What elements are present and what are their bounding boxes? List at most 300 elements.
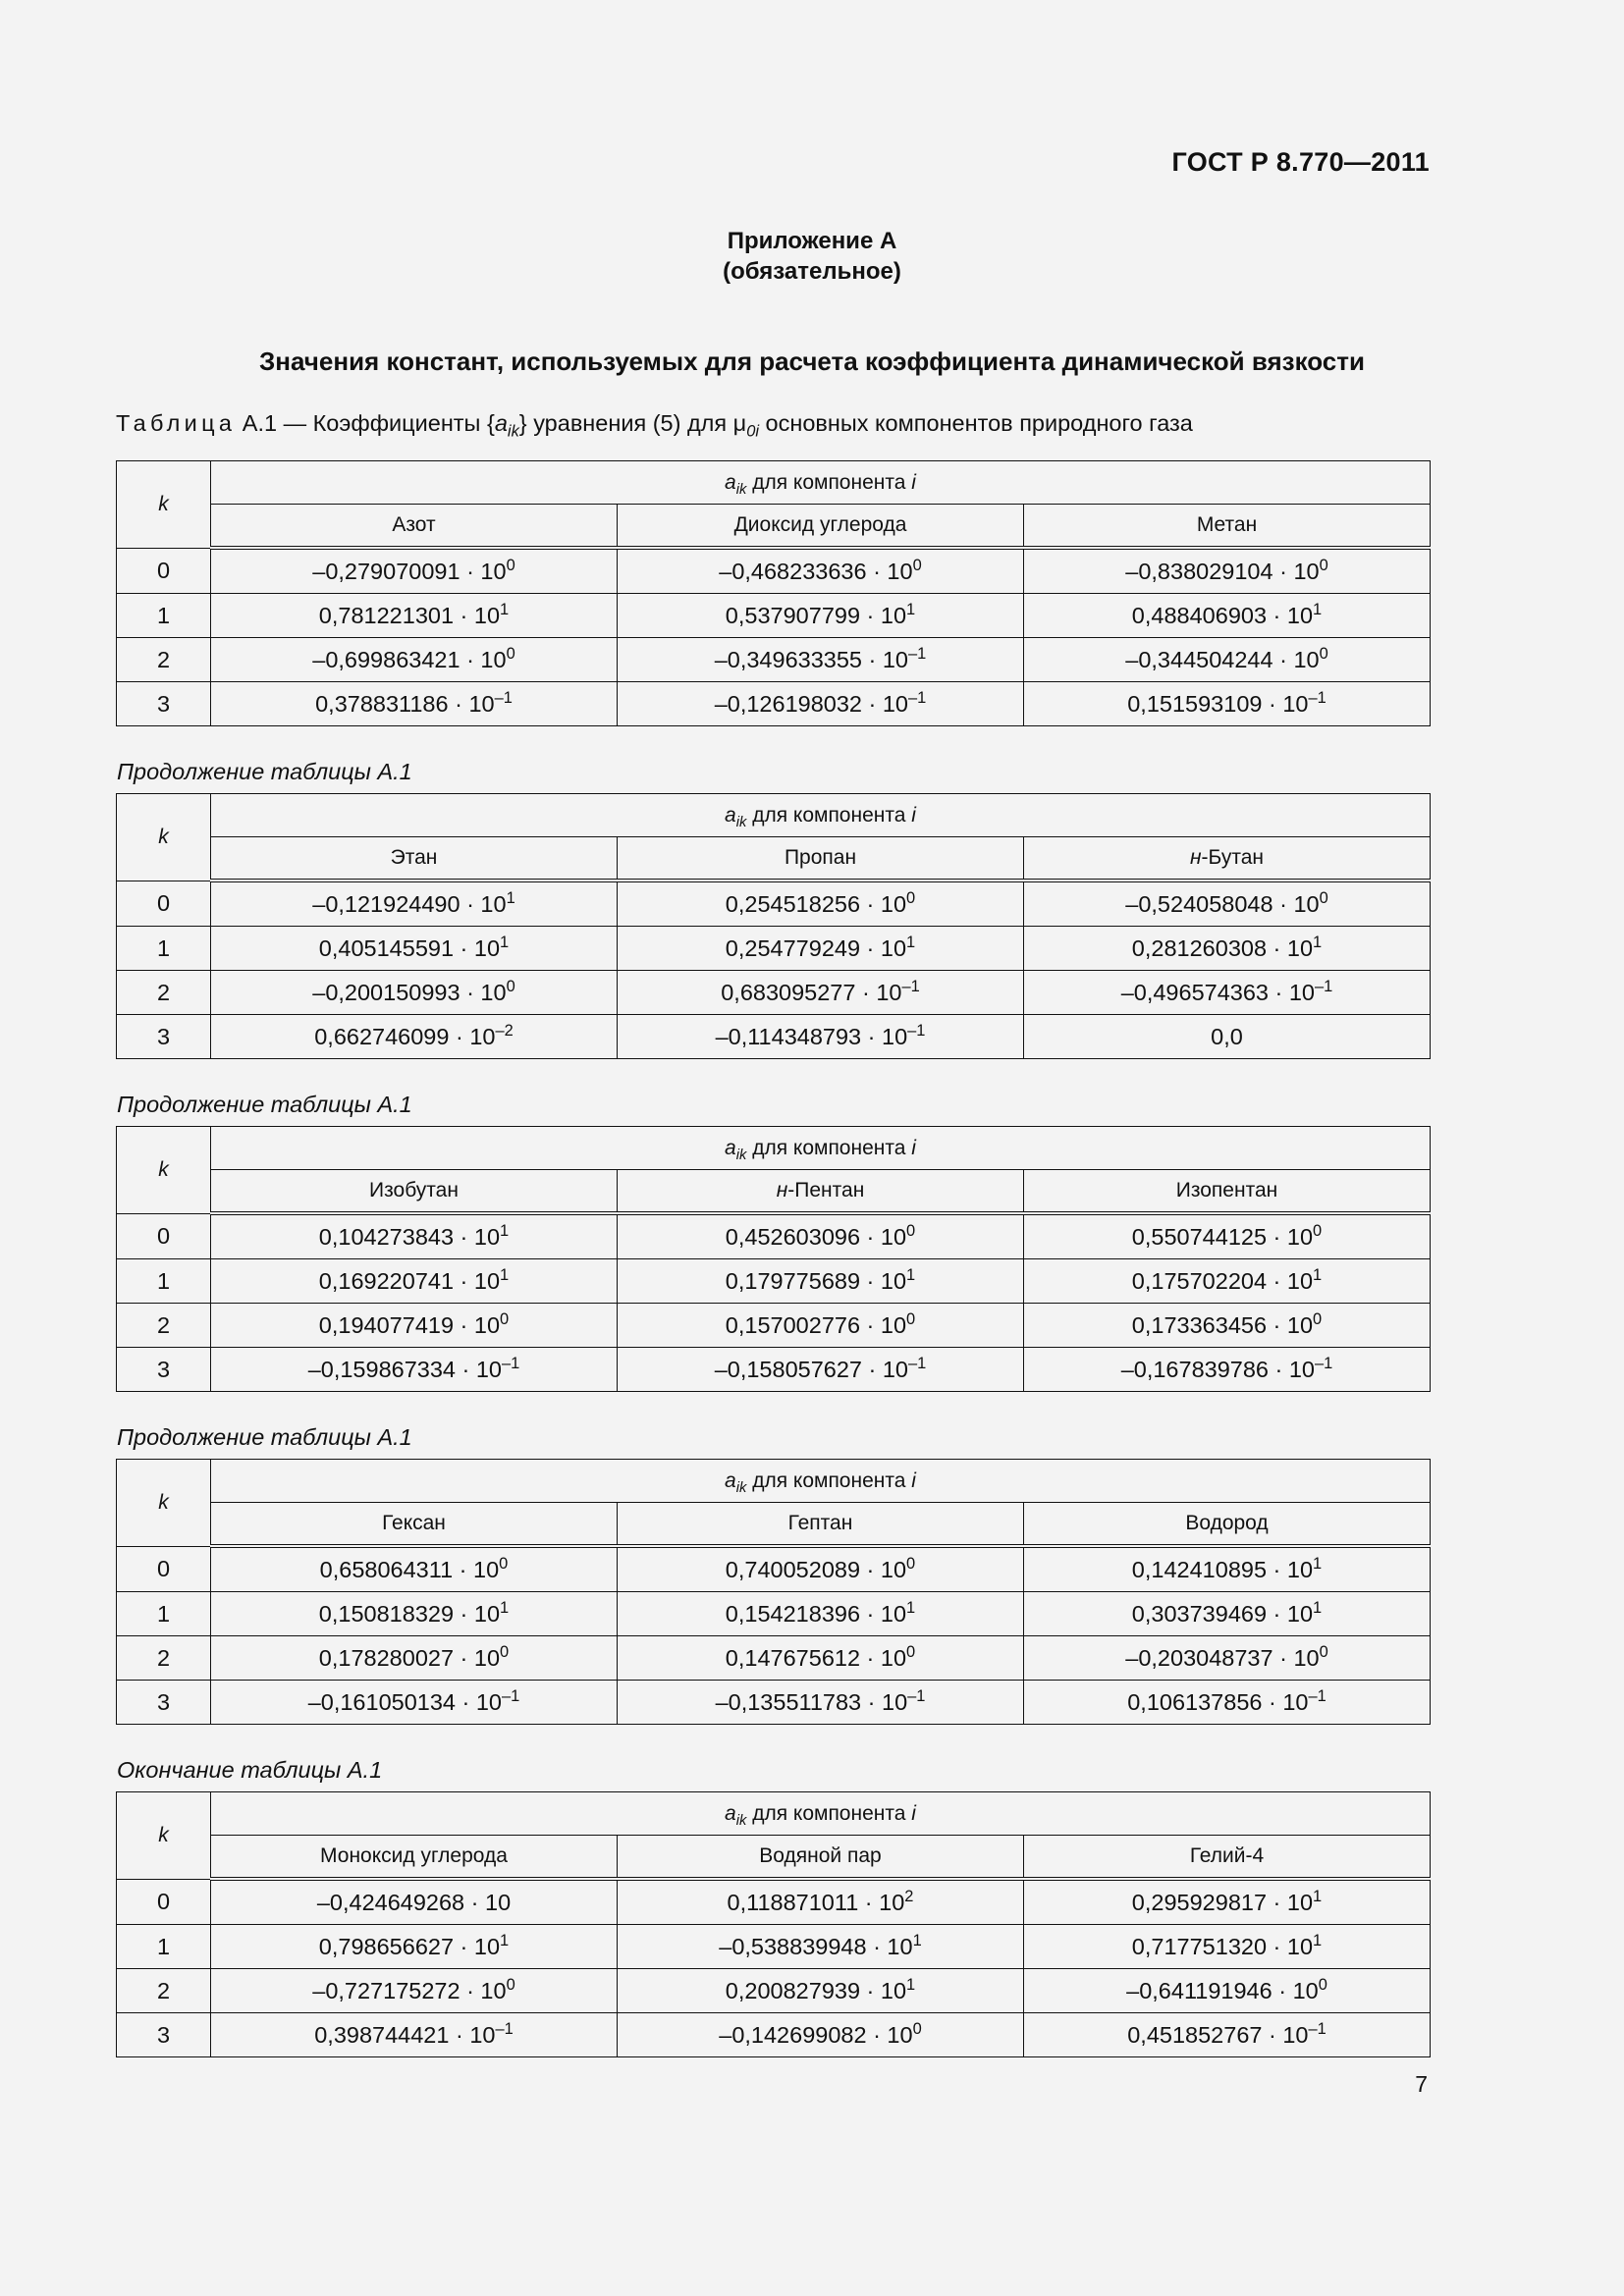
- coefficient-cell: [1024, 1348, 1431, 1392]
- coefficient-cell: [618, 548, 1024, 594]
- table-header-row: [117, 794, 1431, 837]
- coefficient-mantissa: –0,158057627 · 10: [714, 1356, 909, 1382]
- coefficient-exponent: 0: [906, 888, 916, 907]
- coefficient-mantissa: 0,378831186 · 10: [315, 690, 495, 717]
- coefficient-exponent: 0: [906, 1554, 916, 1573]
- component-name: [1024, 1503, 1431, 1547]
- aik-column-header: [211, 1127, 1431, 1170]
- aik-header-text: для компонента: [752, 1136, 906, 1159]
- coefficient-mantissa: 0,142410895 · 10: [1131, 1556, 1314, 1582]
- coefficient-mantissa: 0,781221301 · 10: [318, 602, 501, 628]
- caption-brace-open: {: [486, 410, 495, 436]
- coefficient-mantissa: –0,126198032 · 10: [714, 690, 909, 717]
- component-index-symbol: i: [911, 1136, 916, 1159]
- component-name: [211, 1836, 618, 1880]
- coefficient-mantissa: 0,658064311 · 10: [319, 1556, 500, 1582]
- coefficient-exponent: 0: [1319, 888, 1328, 907]
- table-continuation-label: Продолжение таблицы А.1: [117, 759, 412, 784]
- coefficient-exponent: 0: [1319, 1642, 1328, 1661]
- coefficient-cell: [618, 594, 1024, 638]
- coefficient-mantissa: 0,0: [1211, 1023, 1243, 1049]
- coefficient-mantissa: 0,452603096 · 10: [725, 1223, 907, 1250]
- table-header-row: [117, 1460, 1431, 1503]
- component-name-text: н-Пентан: [776, 1179, 865, 1201]
- table-row: [117, 1969, 1431, 2013]
- annex-status: (обязательное): [723, 258, 901, 285]
- coefficient-mantissa: –0,641191946 · 10: [1126, 1977, 1319, 2003]
- annex-heading: [0, 226, 1624, 287]
- coefficient-cell: [618, 682, 1024, 726]
- coefficient-mantissa: 0,118871011 · 10: [727, 1889, 905, 1915]
- caption-mu-sub: 0i: [746, 422, 759, 441]
- coefficient-mantissa: 0,537907799 · 10: [725, 602, 907, 628]
- coefficient-mantissa: –0,135511783 · 10: [715, 1688, 908, 1715]
- aik-subscript: ik: [735, 1812, 747, 1829]
- component-name-text: Изобутан: [369, 1179, 459, 1201]
- k-value: 3: [117, 2013, 211, 2057]
- component-index-symbol: i: [911, 803, 916, 827]
- coefficient-exponent: –1: [907, 1686, 926, 1705]
- k-value: 0: [117, 1213, 211, 1259]
- coefficient-exponent: –1: [494, 688, 513, 707]
- k-value: 0: [117, 548, 211, 594]
- coefficient-cell: [211, 682, 618, 726]
- coefficient-cell: [211, 1015, 618, 1059]
- component-name: [618, 1836, 1024, 1880]
- aik-subscript: ik: [735, 814, 747, 830]
- k-column-header: k: [117, 1127, 211, 1214]
- aik-header-text: для компонента: [752, 1468, 906, 1492]
- coefficient-exponent: –1: [1308, 1686, 1326, 1705]
- coefficient-exponent: –1: [907, 1021, 926, 1040]
- coefficient-cell: [1024, 1969, 1431, 2013]
- k-value: 3: [117, 682, 211, 726]
- aik-symbol: a: [725, 1136, 736, 1159]
- coefficient-table: [116, 460, 1431, 726]
- coefficient-mantissa: 0,488406903 · 10: [1131, 602, 1314, 628]
- component-name-text: Пропан: [784, 846, 857, 869]
- coefficient-exponent: –1: [1315, 1354, 1333, 1372]
- k-value: 2: [117, 638, 211, 682]
- coefficient-mantissa: 0,157002776 · 10: [725, 1311, 907, 1338]
- component-names-row: [117, 1836, 1431, 1880]
- k-value: 3: [117, 1015, 211, 1059]
- k-value: 2: [117, 1969, 211, 2013]
- table-row: [117, 1546, 1431, 1592]
- k-value: 1: [117, 1925, 211, 1969]
- coefficient-exponent: 1: [906, 1598, 916, 1617]
- table-row: [117, 1925, 1431, 1969]
- aik-column-header: [211, 1460, 1431, 1503]
- coefficient-mantissa: –0,159867334 · 10: [307, 1356, 503, 1382]
- table-row: [117, 881, 1431, 927]
- component-index-symbol: i: [911, 1801, 916, 1825]
- k-column-header: k: [117, 461, 211, 549]
- coefficient-mantissa: 0,169220741 · 10: [318, 1267, 501, 1294]
- coefficient-mantissa: 0,662746099 · 10: [314, 1023, 496, 1049]
- coefficient-cell: [618, 1879, 1024, 1925]
- caption-mid: уравнения (5) для: [533, 410, 728, 436]
- coefficient-mantissa: –0,424649268 · 10: [316, 1889, 512, 1915]
- k-column-header: k: [117, 1460, 211, 1547]
- coefficient-mantissa: 0,173363456 · 10: [1131, 1311, 1314, 1338]
- table-row: [117, 927, 1431, 971]
- coefficient-mantissa: –0,838029104 · 10: [1125, 558, 1320, 584]
- coefficient-cell: [211, 638, 618, 682]
- coefficient-mantissa: –0,468233636 · 10: [719, 558, 913, 584]
- coefficient-exponent: –2: [495, 1021, 514, 1040]
- coefficient-cell: [618, 1304, 1024, 1348]
- component-index-symbol: i: [911, 1468, 916, 1492]
- caption-a-sub: ik: [507, 422, 519, 441]
- coefficient-cell: [618, 1213, 1024, 1259]
- coefficient-cell: [211, 1925, 618, 1969]
- component-name-text: Водяной пар: [759, 1844, 882, 1867]
- coefficient-exponent: –1: [1308, 688, 1326, 707]
- coefficient-cell: [1024, 1304, 1431, 1348]
- coefficient-cell: [1024, 1259, 1431, 1304]
- coefficient-cell: [211, 1213, 618, 1259]
- component-index-symbol: i: [911, 470, 916, 494]
- coefficient-cell: [1024, 2013, 1431, 2057]
- k-value: 0: [117, 1546, 211, 1592]
- table-row: [117, 638, 1431, 682]
- k-column-header: k: [117, 1792, 211, 1880]
- coefficient-cell: [1024, 1636, 1431, 1681]
- coefficient-mantissa: 0,717751320 · 10: [1131, 1933, 1314, 1959]
- aik-symbol: a: [725, 1801, 736, 1825]
- aik-symbol: a: [725, 803, 736, 827]
- coefficient-mantissa: –0,203048737 · 10: [1125, 1644, 1320, 1671]
- coefficient-table: [116, 1791, 1431, 2057]
- aik-header-text: для компонента: [752, 803, 906, 827]
- coefficient-cell: [211, 594, 618, 638]
- coefficient-mantissa: –0,699863421 · 10: [312, 646, 507, 672]
- coefficient-cell: [618, 1348, 1024, 1392]
- caption-a: a: [494, 410, 508, 436]
- coefficient-cell: [211, 1348, 618, 1392]
- coefficient-exponent: 0: [500, 1309, 510, 1328]
- coefficient-cell: [211, 971, 618, 1015]
- coefficient-cell: [211, 1546, 618, 1592]
- coefficient-exponent: 1: [500, 600, 510, 618]
- k-value: 3: [117, 1348, 211, 1392]
- coefficient-exponent: 1: [1313, 1598, 1323, 1617]
- coefficient-exponent: 1: [1313, 600, 1323, 618]
- coefficient-exponent: 0: [506, 556, 515, 574]
- coefficient-cell: [1024, 548, 1431, 594]
- coefficient-exponent: 0: [906, 1221, 916, 1240]
- coefficient-mantissa: –0,727175272 · 10: [312, 1977, 507, 2003]
- coefficient-table: [116, 1126, 1431, 1392]
- component-name: [618, 837, 1024, 881]
- coefficient-cell: [1024, 881, 1431, 927]
- component-name: [1024, 505, 1431, 549]
- coefficient-cell: [211, 548, 618, 594]
- coefficient-exponent: 0: [499, 1554, 509, 1573]
- coefficient-exponent: 1: [500, 1265, 510, 1284]
- coefficient-exponent: –1: [1315, 977, 1333, 995]
- caption-number: А.1 — Коэффициенты: [242, 410, 481, 436]
- coefficient-cell: [211, 1879, 618, 1925]
- coefficient-exponent: 0: [1313, 1221, 1323, 1240]
- coefficient-exponent: 1: [912, 1931, 922, 1949]
- coefficient-mantissa: 0,303739469 · 10: [1131, 1600, 1314, 1627]
- table-row: [117, 1636, 1431, 1681]
- component-name-text: Моноксид углерода: [320, 1844, 508, 1867]
- table-row: [117, 1681, 1431, 1725]
- standard-code: ГОСТ Р 8.770—2011: [1171, 147, 1430, 177]
- coefficient-mantissa: –0,524058048 · 10: [1125, 890, 1320, 917]
- table-caption: [116, 410, 1193, 441]
- coefficient-exponent: 0: [1318, 1975, 1327, 1994]
- aik-symbol: a: [725, 1468, 736, 1492]
- table-row: [117, 1304, 1431, 1348]
- k-value: 0: [117, 1879, 211, 1925]
- k-value: 1: [117, 594, 211, 638]
- coefficient-cell: [1024, 594, 1431, 638]
- coefficient-mantissa: 0,451852767 · 10: [1127, 2021, 1309, 2048]
- coefficient-mantissa: 0,281260308 · 10: [1131, 934, 1314, 961]
- coefficient-mantissa: 0,740052089 · 10: [725, 1556, 907, 1582]
- coefficient-cell: [1024, 1015, 1431, 1059]
- coefficient-mantissa: –0,538839948 · 10: [719, 1933, 913, 1959]
- aik-subscript: ik: [735, 1479, 747, 1496]
- table-row: [117, 1879, 1431, 1925]
- coefficient-cell: [618, 1546, 1024, 1592]
- coefficient-cell: [1024, 638, 1431, 682]
- coefficient-mantissa: 0,106137856 · 10: [1127, 1688, 1309, 1715]
- coefficient-exponent: 0: [912, 556, 922, 574]
- coefficient-exponent: 1: [906, 600, 916, 618]
- coefficient-exponent: 0: [506, 644, 515, 663]
- coefficient-mantissa: 0,683095277 · 10: [721, 979, 902, 1005]
- k-value: 1: [117, 1592, 211, 1636]
- coefficient-mantissa: 0,194077419 · 10: [318, 1311, 501, 1338]
- table-row: [117, 1592, 1431, 1636]
- k-value: 2: [117, 971, 211, 1015]
- coefficient-mantissa: –0,349633355 · 10: [714, 646, 909, 672]
- coefficient-mantissa: 0,154218396 · 10: [725, 1600, 907, 1627]
- component-names-row: [117, 505, 1431, 549]
- coefficient-exponent: –1: [901, 977, 920, 995]
- aik-column-header: [211, 461, 1431, 505]
- coefficient-exponent: 0: [906, 1309, 916, 1328]
- coefficient-cell: [1024, 1592, 1431, 1636]
- coefficient-cell: [211, 1304, 618, 1348]
- coefficient-cell: [211, 881, 618, 927]
- caption-label: Таблица: [116, 410, 237, 436]
- coefficient-exponent: –1: [908, 688, 927, 707]
- coefficient-cell: [618, 971, 1024, 1015]
- coefficient-mantissa: 0,295929817 · 10: [1131, 1889, 1314, 1915]
- component-name: [211, 1170, 618, 1214]
- component-name: [211, 505, 618, 549]
- coefficient-exponent: 0: [506, 1975, 515, 1994]
- table-row: [117, 548, 1431, 594]
- coefficient-cell: [1024, 682, 1431, 726]
- component-name-text: Водород: [1185, 1512, 1269, 1534]
- coefficient-mantissa: –0,344504244 · 10: [1125, 646, 1320, 672]
- component-name: [1024, 1170, 1431, 1214]
- table-continuation-label: Продолжение таблицы А.1: [117, 1424, 412, 1450]
- coefficient-exponent: –1: [502, 1686, 520, 1705]
- coefficient-mantissa: 0,398744421 · 10: [314, 2021, 496, 2048]
- coefficient-exponent: 1: [500, 1221, 510, 1240]
- table-continuation-label: Окончание таблицы А.1: [117, 1757, 383, 1783]
- coefficient-cell: [618, 881, 1024, 927]
- aik-column-header: [211, 794, 1431, 837]
- coefficient-exponent: –1: [495, 2019, 514, 2038]
- coefficient-exponent: 1: [906, 933, 916, 951]
- coefficient-cell: [1024, 1546, 1431, 1592]
- coefficient-mantissa: 0,179775689 · 10: [725, 1267, 907, 1294]
- coefficient-mantissa: 0,147675612 · 10: [725, 1644, 907, 1671]
- table-header-row: [117, 1792, 1431, 1836]
- table-row: [117, 1015, 1431, 1059]
- component-name: [1024, 837, 1431, 881]
- component-name-text: Этан: [390, 846, 438, 869]
- component-name-text: Гептан: [787, 1512, 853, 1534]
- coefficient-mantissa: 0,150818329 · 10: [318, 1600, 501, 1627]
- coefficient-exponent: 1: [906, 1975, 916, 1994]
- coefficient-cell: [1024, 1681, 1431, 1725]
- coefficient-cell: [618, 1015, 1024, 1059]
- aik-header-text: для компонента: [752, 470, 906, 494]
- caption-tail: основных компонентов природного газа: [765, 410, 1193, 436]
- coefficient-exponent: 1: [500, 1598, 510, 1617]
- coefficient-mantissa: –0,142699082 · 10: [719, 2021, 913, 2048]
- table-row: [117, 1348, 1431, 1392]
- coefficient-cell: [618, 1259, 1024, 1304]
- table-header-row: [117, 461, 1431, 505]
- coefficient-exponent: 0: [912, 2019, 922, 2038]
- coefficient-mantissa: –0,279070091 · 10: [312, 558, 507, 584]
- coefficient-exponent: 1: [500, 1931, 510, 1949]
- coefficient-mantissa: 0,550744125 · 10: [1131, 1223, 1314, 1250]
- aik-subscript: ik: [735, 481, 747, 498]
- coefficient-exponent: 1: [1313, 933, 1323, 951]
- coefficient-cell: [618, 2013, 1024, 2057]
- coefficient-mantissa: 0,175702204 · 10: [1131, 1267, 1314, 1294]
- component-name: [211, 1503, 618, 1547]
- coefficient-exponent: 1: [1313, 1554, 1323, 1573]
- component-name: [211, 837, 618, 881]
- component-name-text: Изопентан: [1175, 1179, 1278, 1201]
- coefficient-mantissa: 0,405145591 · 10: [318, 934, 501, 961]
- coefficient-cell: [618, 927, 1024, 971]
- coefficient-exponent: 1: [500, 933, 510, 951]
- k-column-header: k: [117, 794, 211, 881]
- table-row: [117, 1213, 1431, 1259]
- coefficient-exponent: –1: [908, 1354, 927, 1372]
- coefficient-cell: [211, 1592, 618, 1636]
- coefficient-cell: [618, 1681, 1024, 1725]
- coefficient-mantissa: 0,151593109 · 10: [1127, 690, 1309, 717]
- k-value: 1: [117, 927, 211, 971]
- k-value: 3: [117, 1681, 211, 1725]
- coefficient-cell: [1024, 1213, 1431, 1259]
- coefficient-mantissa: –0,121924490 · 10: [312, 890, 507, 917]
- aik-symbol: a: [725, 470, 736, 494]
- section-title: Значения констант, используемых для расчета коэффициента динамической вязкости: [259, 347, 1365, 376]
- component-name-text: Гексан: [382, 1512, 446, 1534]
- component-name: [618, 505, 1024, 549]
- coefficient-mantissa: –0,114348793 · 10: [715, 1023, 908, 1049]
- component-name-text: Метан: [1196, 513, 1258, 536]
- annex-title: Приложение А: [727, 228, 897, 254]
- coefficient-cell: [1024, 971, 1431, 1015]
- coefficient-exponent: –1: [502, 1354, 520, 1372]
- coefficient-exponent: 2: [904, 1887, 914, 1905]
- coefficient-cell: [618, 1592, 1024, 1636]
- coefficient-exponent: –1: [1308, 2019, 1326, 2038]
- coefficient-exponent: 1: [1313, 1265, 1323, 1284]
- coefficient-cell: [1024, 927, 1431, 971]
- coefficient-mantissa: 0,104273843 · 10: [318, 1223, 501, 1250]
- component-names-row: [117, 1170, 1431, 1214]
- coefficient-cell: [1024, 1879, 1431, 1925]
- k-value: 2: [117, 1304, 211, 1348]
- aik-subscript: ik: [735, 1147, 747, 1163]
- component-names-row: [117, 837, 1431, 881]
- coefficient-mantissa: –0,167839786 · 10: [1120, 1356, 1316, 1382]
- k-value: 2: [117, 1636, 211, 1681]
- k-value: 0: [117, 881, 211, 927]
- table-row: [117, 971, 1431, 1015]
- coefficient-exponent: 1: [906, 1265, 916, 1284]
- coefficient-cell: [618, 1969, 1024, 2013]
- coefficient-cell: [211, 1259, 618, 1304]
- coefficient-mantissa: –0,496574363 · 10: [1120, 979, 1316, 1005]
- coefficient-mantissa: 0,200827939 · 10: [725, 1977, 907, 2003]
- component-name-text: н-Бутан: [1189, 846, 1265, 869]
- table-row: [117, 682, 1431, 726]
- table-header-row: [117, 1127, 1431, 1170]
- aik-column-header: [211, 1792, 1431, 1836]
- table-continuation-label: Продолжение таблицы А.1: [117, 1092, 412, 1117]
- coefficient-cell: [211, 1681, 618, 1725]
- table-row: [117, 594, 1431, 638]
- coefficient-mantissa: 0,254779249 · 10: [725, 934, 907, 961]
- aik-header-text: для компонента: [752, 1801, 906, 1825]
- component-name: [1024, 1836, 1431, 1880]
- coefficient-table: [116, 1459, 1431, 1725]
- coefficient-exponent: 1: [1313, 1931, 1323, 1949]
- coefficient-exponent: –1: [908, 644, 927, 663]
- coefficient-exponent: 0: [906, 1642, 916, 1661]
- coefficient-mantissa: 0,178280027 · 10: [318, 1644, 501, 1671]
- component-name: [618, 1503, 1024, 1547]
- coefficient-exponent: 1: [1313, 1887, 1323, 1905]
- coefficient-exponent: 0: [1319, 644, 1328, 663]
- coefficient-exponent: 0: [1313, 1309, 1323, 1328]
- component-names-row: [117, 1503, 1431, 1547]
- coefficient-exponent: 0: [1319, 556, 1328, 574]
- coefficient-mantissa: 0,254518256 · 10: [725, 890, 907, 917]
- k-value: 1: [117, 1259, 211, 1304]
- table-row: [117, 1259, 1431, 1304]
- coefficient-table: [116, 793, 1431, 1059]
- coefficient-mantissa: –0,161050134 · 10: [307, 1688, 503, 1715]
- caption-mu: μ: [732, 410, 747, 436]
- coefficient-cell: [211, 1636, 618, 1681]
- coefficient-cell: [1024, 1925, 1431, 1969]
- component-name-text: Гелий-4: [1189, 1844, 1265, 1867]
- coefficient-mantissa: 0,798656627 · 10: [318, 1933, 501, 1959]
- coefficient-mantissa: –0,200150993 · 10: [312, 979, 507, 1005]
- table-row: [117, 2013, 1431, 2057]
